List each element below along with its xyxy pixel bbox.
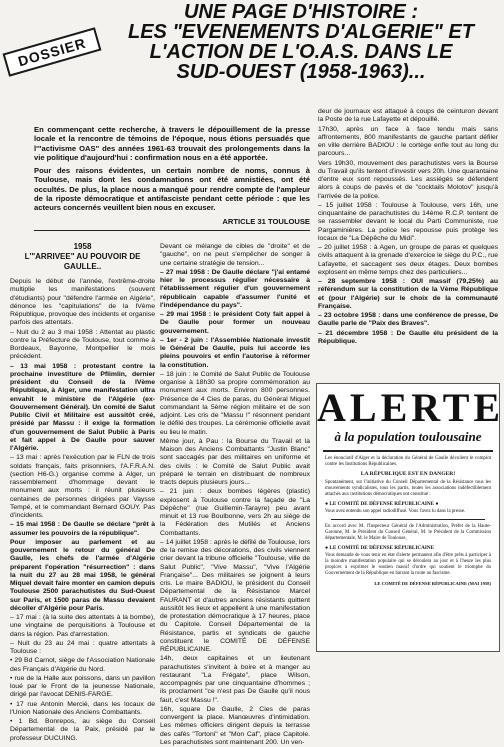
col3-paragraph: 17h30, après un face à face tendu mais sans affrontements, 800 manifestants de gauche partant défiler en ville derrière BADIOU : le cortège enfle tout au long du parcours... (318, 125, 498, 158)
col1-paragraph: Pour imposer au parlement et au gouvernement le retour du général De Gaulle, les chefs de l'armée d'Algérie préparent l'opération "résurrection" : dans la nuit du 27 au 28 mai 1958, le général Miquel devait faire monter en camion depuis Toulouse 2500 parachutistes du Sud-Ouest sur Paris, et 1500 paras de Massu devaient décoller d'Algérie pour Paris. (10, 538, 155, 612)
page-headline (100, 2, 502, 82)
col1-paragraph: • 1 Bd. Bonrepos, au siège du Conseil Départemental de la Paix, présidé par le professeur DUCUING. (10, 718, 155, 742)
col1-paragraph: – 15 mai 1958 : De Gaulle se déclare "prêt à assumer les pouvoirs de la république". (10, 521, 155, 537)
col1-paragraph: – 13 mai 1958 : protestant contre la prochaine investiture de Pflimlin, dernier président du Conseil de la IVème République, à Alger, une manifestation ultra envahit le ministère de l'Algérie (ex-Gouvernement Général). Un comité de Salut Public Civil et Militaire est aussitôt créé, présidé par Massu : il exige la formation d'un gouvernement de Salut Public à Paris et fait appel à De Gaulle pour sauver l'Algérie. (10, 362, 155, 452)
intro-divider (34, 230, 310, 231)
col3-paragraph: Vers 19h30, mouvement des parachutistes vers la Bourse du Travail qu'ils tentent d'investir vers 20h. Une quarantaine d'entre eux sont repoussés. Les assiégés se défendent alors à coups de pavés et de "cocktails Molotov" jusqu'à l'arrivée de la police. (318, 159, 498, 200)
col2-paragraph: Devant ce mélange de cibles de "droite" et de "gauche", on ne peut s'empêcher de songer à une certaine stratégie de tension... (160, 243, 310, 267)
poster-subtitle: à la population toulousaine (334, 429, 482, 444)
dossier-stamp-label: DOSSIER (16, 34, 88, 70)
poster-paragraph: Vous avez entendu son appel radiodiffusé. Vous l'avez lu dans la presse. (325, 509, 466, 514)
column-3 (318, 108, 498, 380)
col2-paragraph: – 1er - 2 juin : l'Assemblée Nationale investit le Général De Gaulle, puis lui accorde les pleins pouvoirs et enfin l'autorise à réformer la constitution. (160, 336, 310, 369)
column-2 (160, 243, 310, 746)
dossier-stamp (3, 27, 102, 77)
col1-paragraph: • 29 Bd Carnot, siège de l'Association Nationale des Français d'Algérie du Nord. (10, 657, 155, 673)
headline-line-1: UNE PAGE D'HISTOIRE : (183, 1, 419, 23)
col3-paragraph: – 23 octobre 1958 : dans une conférence de presse, De Gaulle parle de "Paix des Braves". (318, 312, 498, 328)
col2-paragraph: – 27 mai 1958 : De Gaulle déclare "j'ai entamé hier le processus régulier nécessaire à l'établissement régulier d'un gouvernement républicain capable d'assumer l'unité et l'indépendance du pays". (160, 268, 310, 309)
section-year: 1958 (73, 242, 92, 251)
poster-divider (331, 519, 485, 520)
poster-paragraph: En accord avec M. l'Inspecteur Général de l'Administration, Préfet de la Haute-Garonne, M. le Président du Conseil Général, M. le Président de la Commission départementale, M. le Maire de Toulouse, (325, 524, 491, 541)
poster-heading: LA RÉPUBLIQUE EST EN DANGER! (360, 471, 456, 477)
col1-paragraph: • rue de la Halle aux poissons, dans un pavillon loué par le Front de la jeunesse Nationale, dirigé par l'avocat DENIS-FARGE. (10, 674, 155, 699)
col3-paragraph: – 15 juillet 1958 : Toulouse à Toulouse, vers 16h, une cinquantaine de parachutistes du 14ème R.C.P. tentent de se rassembler devant le local du Parti Communiste, rue Pargaminières. La police les repousse puis protège les locaux de "La Dépêche du Midi". (318, 201, 498, 242)
section-title: L'"ARRIVEE" AU POUVOIR DE GAULLE.. (24, 252, 141, 271)
poster-bullet: ● LE COMITÉ DE DÉFENSE RÉPUBLICAINE ● (325, 501, 439, 507)
col2-paragraph: 16h, square De Gaulle, 2 Cies de paras convergent la place. Manœuvres d'intimidation. Les mêmes officiers dirigent depuis la terrasse des cafés "Tortoni" et "Mon Caf", place Capitole. Les parachutistes sont maintenant 200. Un ven- (160, 705, 310, 746)
col1-paragraph: – 17 mai : (à la suite des attentats à la bombe), une vingtaine de perquisitions à Toulouse et dans la région. Pas d'arrestation. (10, 614, 155, 638)
col2-paragraph: – 21 juin : deux bombes légères (plastic) explosent à Toulouse contre la façade de "La Dépêche" (rue Guillemin-Tarayre) peu avant minuit et 13 rue Boulbonne, vers 2h au siège de la Fédération des Mutilés et Anciens Combattants. (160, 488, 310, 537)
col2-paragraph: – 18 juin : le Comité de Salut Public de Toulouse organise à 18h30 sa propre commémoration au monument aux morts. Environ 800 personnes. Présence de 4 Cies de paras, du Général Miquel commandant la 5ème région militaire et de son adjoint. Les cris de "Massu !" résonnent pendant le défilé des troupes. La cérémonie officielle avait eu lieu le matin. (160, 370, 310, 436)
intro-signature: ARTICLE 31 TOULOUSE (222, 216, 310, 226)
col3-paragraph: – 20 juillet 1958 : à Agen, un groupe de paras et quelques civils attaquent à la grenade d'exercice le siège du P.C., rue Lafayette, et saccagent ses deux étages. Deux bombes explosent en même temps chez des particuliers... (318, 244, 498, 276)
headline-line-3: L'ACTION DE L'O.A.S. DANS LE (149, 41, 453, 63)
alerte-poster (316, 383, 504, 652)
col1-paragraph: – Nuit du 23 au 24 mai : quatre attentats à Toulouse : (10, 639, 155, 655)
poster-paragraph: Les énonciatif d'Alger et la déclaration du Général de Gaulle dévoilent le complot contre les Institutions Républicaines. (325, 456, 491, 467)
poster-paragraph: Vous demande de vous tenir en état d'alerte permanent afin d'être prêts à participer à la moindre manifestation populaire qui se déroulera au jour et à l'heure les plus propices à exprimer le soutien massif d'ordre qui soutient le triomphe du Gouvernement de la République en barrant la route au fascisme. (325, 553, 491, 576)
intro-block (34, 125, 310, 226)
headline-line-4: SUD-OUEST (1958-1963)... (176, 61, 426, 83)
col2-paragraph: – 29 mai 1958 : le président Coty fait appel à De Gaulle pour former un nouveau gouvernement. (160, 311, 310, 335)
intro-paragraph-1: En commençant cette recherche, à travers le dépouillement de la presse locale et la rencontre de témoins de l'époque, nous étions persuadés que l'"activisme OAS" des années 1961-63 trouvait des prolongements dans la vie politique d'aujourd'hui : confirmation nous en a été apportée. (34, 125, 310, 162)
col2-paragraph: 14h, deux capitaines et un lieutenant parachutistes s'invitent à boire et à manger au restaurant "La Frégate", place Wilson, accompagnés par une cinquantaine d'hommes ; ils proclament "ce n'est pas De Gaulle qu'il nous faut, c'est Massu !". (160, 655, 310, 704)
headline-line-2: LES "EVENEMENTS D'ALGERIE" ET (128, 21, 474, 43)
col2-paragraph: Même jour, à Pau : la Bourse du Travail et la Maison des Anciens Combattants "Justin Blanc" sont saccagés par des militaires en uniforme et des civils : le Comité de Salut Public avait préparé le terrain en distribuant de nombreux tracts depuis plusieurs jours... (160, 437, 310, 486)
poster-body (317, 456, 499, 587)
col2-paragraph: – 14 juillet 1958 : après le défilé de Toulouse, lors de la remise des décorations, des civils viennent crier devant la tribune officielle "Toulouse, ville de Salut Public", "Vive Massu", "Vive l'Algérie Française"... Des militaires se joignent à leurs cris. Le maire BADIOU, le président du Conseil Départemental de la Résistance Marcel FAURANT et d'autres anciens résistants quittent aussitôt les lieux et appellent à une manifestation de protestation démocratique à 17 heures, place du Capitole. Conseil Départemental de la Résistance, partis et syndicats de gauche constituent le COMITÉ DE DÉFENSE RÉPUBLICAINE. (160, 538, 310, 653)
poster-title: ALERTE (317, 385, 504, 430)
poster-paragraph: Spontanément, sur l'initiative du Conseil Départemental de la Résistance tous les mouvements syndicalistes, tous les partis, toutes les associations indéfectiblement attachés aux institutions démocratiques ont constitué : (325, 480, 491, 497)
col3-paragraph: – 21 décembre 1958 : De Gaulle élu président de la République. (318, 329, 498, 345)
intro-paragraph-2: Pour des raisons évidentes, un certain nombre de noms, connus à Toulouse, mais dont les condamnations ont été amnistiées, ont été occultés. De plus, la place nous a manqué pour rendre compte de l'ampleur de la riposte démocratique et antifasciste pendant cette période : que les acteurs concernés veuillent bien nous en excuser. (34, 166, 310, 213)
col3-paragraph: – 28 septembre 1958 : OUI massif (79,25%) au référendum sur la constitution de la Vème République et (pour l'Algérie) sur le choix de la communauté Française. (318, 278, 498, 310)
col1-paragraph: Depuis le début de l'année, l'extrême-droite multiplie les manifestations (souvent d'étudiants) pour "défendre l'armée en Algérie", dénonce les "capitulations" de la IVème République, provoque des incidents et organise parfois des attentats. (10, 278, 155, 327)
poster-bullet: ● LE COMITÉ DE DÉFENSE RÉPUBLICAINE (325, 545, 435, 551)
poster-footer: LE COMITÉ DE DÉFENSE RÉPUBLICAINE (MAI 1958) (374, 581, 491, 586)
col1-paragraph: – Nuit du 2 au 3 mai 1958 : Attentat au plastic contre la Préfecture de Toulouse, tout comme à Bordeaux, Bayonne, Montpellier le mois précédent. (10, 328, 155, 361)
col1-paragraph: • 17 rue Antonin Mercié, dans les locaux de l'Union Nationale des Anciens Combattants. (10, 700, 155, 716)
column-1 (10, 234, 155, 742)
col1-paragraph: – 13 mai : après l'exécution par le FLN de trois soldats français, faits prisonniers, l'A.F.R.A.N. (section H6-G.) organise comme à Alger, un rassemblement d'hommage devant le monument aux morts : il réunit plusieurs centaines de personnes dirigées par Vaysse Tempé, et le commandant Bernard GOUY. Pas d'incidents. (10, 454, 155, 519)
col3-paragraph: deur de journaux est attaqué à coups de ceinturon devant la Poste de la rue Lafayette et dépouillé. (318, 108, 498, 124)
poster-divider (323, 450, 493, 452)
